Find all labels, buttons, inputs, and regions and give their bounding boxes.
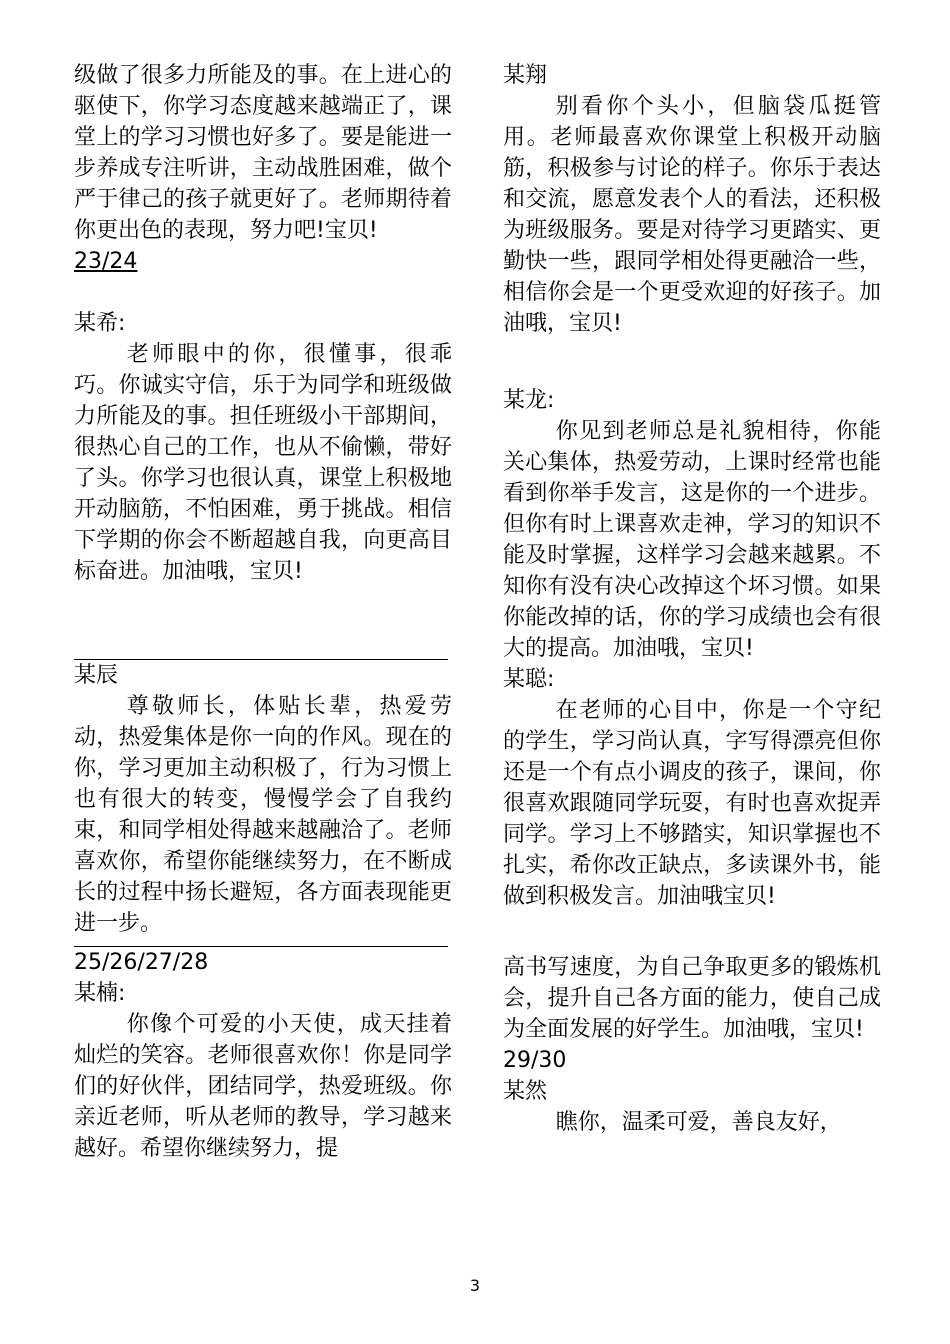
- comment-ran: 瞧你，温柔可爱，善良友好，: [555, 1110, 842, 1135]
- student-name-cong: 某聪:: [503, 667, 555, 692]
- page-number: 3: [469, 1276, 481, 1295]
- student-name-nan: 某楠:: [74, 981, 126, 1006]
- comment-cong: 在老师的心目中，你是一个守纪的学生，学习尚认真，字写得漂亮但你还是一个有点小调皮的孩子，课间，你很喜欢跟随同学玩耍，有时也喜欢捉弄同学。学习上不够踏实，知识掌握也不扎实，希你改正缺点，多读课外书，能做到积极发言。加油哦宝贝!: [503, 698, 881, 909]
- comment-xiang: 别看你个头小，但脑袋瓜挺管用。老师最喜欢你课堂上积极开动脑筋，积极参与讨论的样子。你乐于表达和交流，愿意发表个人的看法，还积极为班级服务。要是对待学习更踏实、更勤快一些，跟同学相处得更融洽一些，相信你会是一个更受欢迎的好孩子。加油哦，宝贝!: [503, 94, 881, 336]
- student-name-xiang: 某翔: [503, 63, 548, 88]
- student-name-chen: 某辰: [74, 663, 119, 688]
- left-column: [74, 60, 452, 1164]
- right-column: [503, 60, 881, 1138]
- student-name-long: 某龙:: [503, 388, 555, 413]
- comment-xi: 老师眼中的你，很懂事，很乖巧。你诚实守信，乐于为同学和班级做力所能及的事。担任班级小干部期间，很热心自己的工作，也从不偷懒，带好了头。你学习也很认真，课堂上积极地开动脑筋，不怕困难，勇于挑战。相信下学期的你会不断超越自我，向更高目标奋进。加油哦，宝贝!: [74, 342, 452, 584]
- continued-comment: 高书写速度，为自己争取更多的锻炼机会，提升自己各方面的能力，使自己成为全面发展的好学生。加油哦，宝贝!: [503, 955, 881, 1042]
- student-number-label: 23/24: [74, 249, 138, 274]
- comment-chen: 尊敬师长，体贴长辈，热爱劳动，热爱集体是你一向的作风。现在的你，学习更加主动积极了，行为习惯上也有很大的转变，慢慢学会了自我约束，和同学相处得越来越融洽了。老师喜欢你，希望你能继续努力，在不断成长的过程中扬长避短，各方面表现能更进一步。: [74, 694, 452, 936]
- student-number-label: 25/26/27/28: [74, 950, 209, 975]
- student-name-ran: 某然: [503, 1079, 548, 1104]
- comment-long: 你见到老师总是礼貌相待，你能关心集体，热爱劳动，上课时经常也能看到你举手发言，这是你的一个进步。但你有时上课喜欢走神，学习的知识不能及时掌握，这样学习会越来越累。不知你有没有决心改掉这个坏习惯。如果你能改掉的话，你的学习成绩也会有很大的提高。加油哦，宝贝!: [503, 419, 881, 661]
- student-name-xi: 某希:: [74, 311, 126, 336]
- continued-comment: 级做了很多力所能及的事。在上进心的驱使下，你学习态度越来越端正了，课堂上的学习习惯也好多了。要是能进一步养成专注听讲，主动战胜困难，做个严于律己的孩子就更好了。老师期待着你更出色的表现，努力吧!宝贝!: [74, 63, 452, 243]
- student-number-label: 29/30: [503, 1048, 567, 1073]
- comment-nan: 你像个可爱的小天使，成天挂着灿烂的笑容。老师很喜欢你！你是同学们的好伙伴，团结同学，热爱班级。你亲近老师，听从老师的教导，学习越来越好。希望你继续努力，提: [74, 1012, 452, 1161]
